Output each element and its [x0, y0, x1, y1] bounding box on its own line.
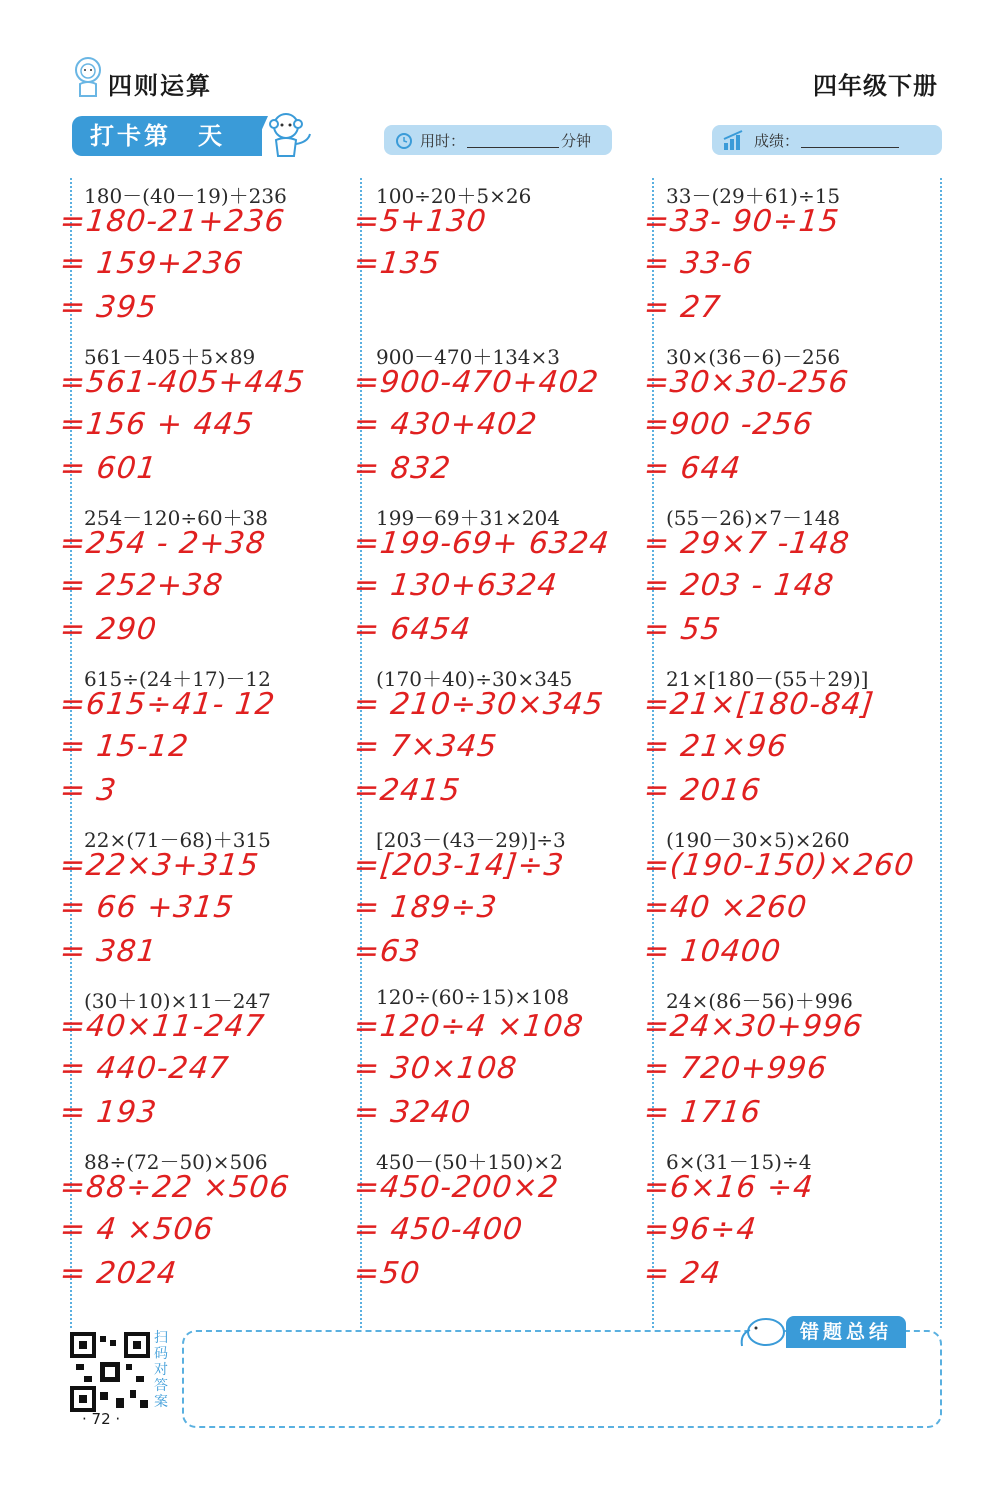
handwritten-step: = 644 [642, 451, 743, 486]
handwritten-step: = 2024 [58, 1256, 179, 1291]
time-blank[interactable] [467, 133, 559, 148]
lion-icon [70, 56, 106, 98]
handwritten-step: =88÷22 ×506 [58, 1170, 292, 1205]
time-label: 用时： [420, 131, 466, 150]
problem-expression: 199－69＋31×204 [376, 506, 561, 530]
handwritten-step: =(190-150)×260 [642, 848, 917, 883]
handwritten-step: =180-21+236 [58, 204, 287, 239]
problem-expression: 100÷20＋5×26 [376, 184, 532, 208]
handwritten-step: = 450-400 [352, 1212, 525, 1247]
problem-expression: 21×[180－(55＋29)] [666, 667, 869, 691]
handwritten-step: =254 - 2+38 [58, 526, 268, 561]
handwritten-step: = 66 +315 [58, 890, 236, 925]
handwritten-step: = 290 [58, 612, 159, 647]
column-divider [940, 178, 942, 1328]
handwritten-step: = 193 [58, 1095, 159, 1130]
handwritten-step: = 203 - 148 [642, 568, 836, 603]
handwritten-step: = 210÷30×345 [352, 687, 606, 722]
time-field [384, 125, 612, 155]
handwritten-step: = 24 [642, 1256, 723, 1291]
handwritten-step: = 3 [58, 773, 119, 808]
problem-expression: 120÷(60÷15)×108 [376, 985, 570, 1009]
handwritten-step: =450-200×2 [352, 1170, 561, 1205]
score-label: 成绩： [754, 131, 800, 150]
problem-expression: 33－(29＋61)÷15 [666, 184, 841, 208]
handwritten-step: =21×[180-84] [642, 687, 876, 722]
handwritten-step: = 7×345 [352, 729, 500, 764]
problem-expression: 6×(31－15)÷4 [666, 1150, 812, 1174]
handwritten-step: =615÷41- 12 [58, 687, 278, 722]
handwritten-step: =5+130 [352, 204, 489, 239]
page-header-title: 四则运算 [108, 72, 212, 100]
punch-card-tab: 打卡第 天 [72, 116, 262, 156]
handwritten-step: = 2016 [642, 773, 763, 808]
handwritten-step: = 55 [642, 612, 723, 647]
problem-expression: 30×(36－6)－256 [666, 345, 841, 369]
problem-expression: 450－(50＋150)×2 [376, 1150, 563, 1174]
handwritten-step: = 33-6 [642, 246, 755, 281]
problem-expression: 561－405＋5×89 [84, 345, 256, 369]
scan-qr-label: 扫码对答案 [154, 1330, 168, 1410]
handwritten-step: = 601 [58, 451, 159, 486]
elephant-icon [736, 1310, 790, 1350]
handwritten-step: = 15-12 [58, 729, 191, 764]
page-number: · 72 · [82, 1410, 121, 1428]
monkey-icon [262, 108, 316, 162]
handwritten-step: =30×30-256 [642, 365, 851, 400]
handwritten-step: =199-69+ 6324 [352, 526, 612, 561]
handwritten-step: =2415 [352, 773, 463, 808]
handwritten-step: =24×30+996 [642, 1009, 865, 1044]
handwritten-step: = 395 [58, 290, 159, 325]
problem-expression: 88÷(72－50)×506 [84, 1150, 268, 1174]
problem-expression: 254－120÷60＋38 [84, 506, 269, 530]
handwritten-step: = 252+38 [58, 568, 226, 603]
problem-expression: [203－(43－29)]÷3 [376, 828, 566, 852]
handwritten-step: = 720+996 [642, 1051, 830, 1086]
score-field [712, 125, 942, 155]
handwritten-step: = 6454 [352, 612, 473, 647]
grade-label: 四年级下册 [813, 72, 938, 100]
problem-expression: 180－(40－19)＋236 [84, 184, 287, 208]
problem-expression: (170＋40)÷30×345 [376, 667, 573, 691]
handwritten-step: =[203-14]÷3 [352, 848, 566, 883]
handwritten-step: = 381 [58, 934, 159, 969]
handwritten-step: = 430+402 [352, 407, 540, 442]
handwritten-step: = 21×96 [642, 729, 790, 764]
handwritten-step: =96÷4 [642, 1212, 759, 1247]
problem-expression: 24×(86－56)＋996 [666, 989, 853, 1013]
handwritten-step: = 440-247 [58, 1051, 231, 1086]
problem-expression: (190－30×5)×260 [666, 828, 850, 852]
handwritten-step: =135 [352, 246, 443, 281]
problem-expression: 22×(71－68)＋315 [84, 828, 271, 852]
time-unit: 分钟 [561, 131, 592, 150]
handwritten-step: =40 ×260 [642, 890, 810, 925]
problem-expression: 900－470＋134×3 [376, 345, 561, 369]
handwritten-step: = 3240 [352, 1095, 473, 1130]
handwritten-step: =900 -256 [642, 407, 815, 442]
chart-icon [722, 129, 746, 151]
handwritten-step: = 159+236 [58, 246, 246, 281]
handwritten-step: = 189÷3 [352, 890, 500, 925]
handwritten-step: = 29×7 -148 [642, 526, 852, 561]
score-blank[interactable] [801, 133, 899, 148]
handwritten-step: = 832 [352, 451, 453, 486]
handwritten-step: =22×3+315 [58, 848, 261, 883]
alarm-clock-icon [394, 130, 414, 150]
handwritten-step: =40×11-247 [58, 1009, 267, 1044]
handwritten-step: =6×16 ÷4 [642, 1170, 816, 1205]
handwritten-step: =900-470+402 [352, 365, 601, 400]
handwritten-step: = 1716 [642, 1095, 763, 1130]
mistake-summary-tab: 错题总结 [786, 1316, 906, 1348]
handwritten-step: =63 [352, 934, 423, 969]
handwritten-step: =156 + 445 [58, 407, 256, 442]
handwritten-step: =50 [352, 1256, 423, 1291]
problem-expression: (55－26)×7－148 [666, 506, 841, 530]
handwritten-step: = 4 ×506 [58, 1212, 216, 1247]
handwritten-step: =120÷4 ×108 [352, 1009, 586, 1044]
handwritten-step: = 10400 [642, 934, 783, 969]
handwritten-step: =561-405+445 [58, 365, 307, 400]
handwritten-step: = 30×108 [352, 1051, 520, 1086]
handwritten-step: = 130+6324 [352, 568, 560, 603]
problem-expression: (30＋10)×11－247 [84, 989, 271, 1013]
handwritten-step: = 27 [642, 290, 723, 325]
problem-expression: 615÷(24＋17)－12 [84, 667, 271, 691]
handwritten-step: =33- 90÷15 [642, 204, 841, 239]
qr-code[interactable] [70, 1332, 150, 1412]
